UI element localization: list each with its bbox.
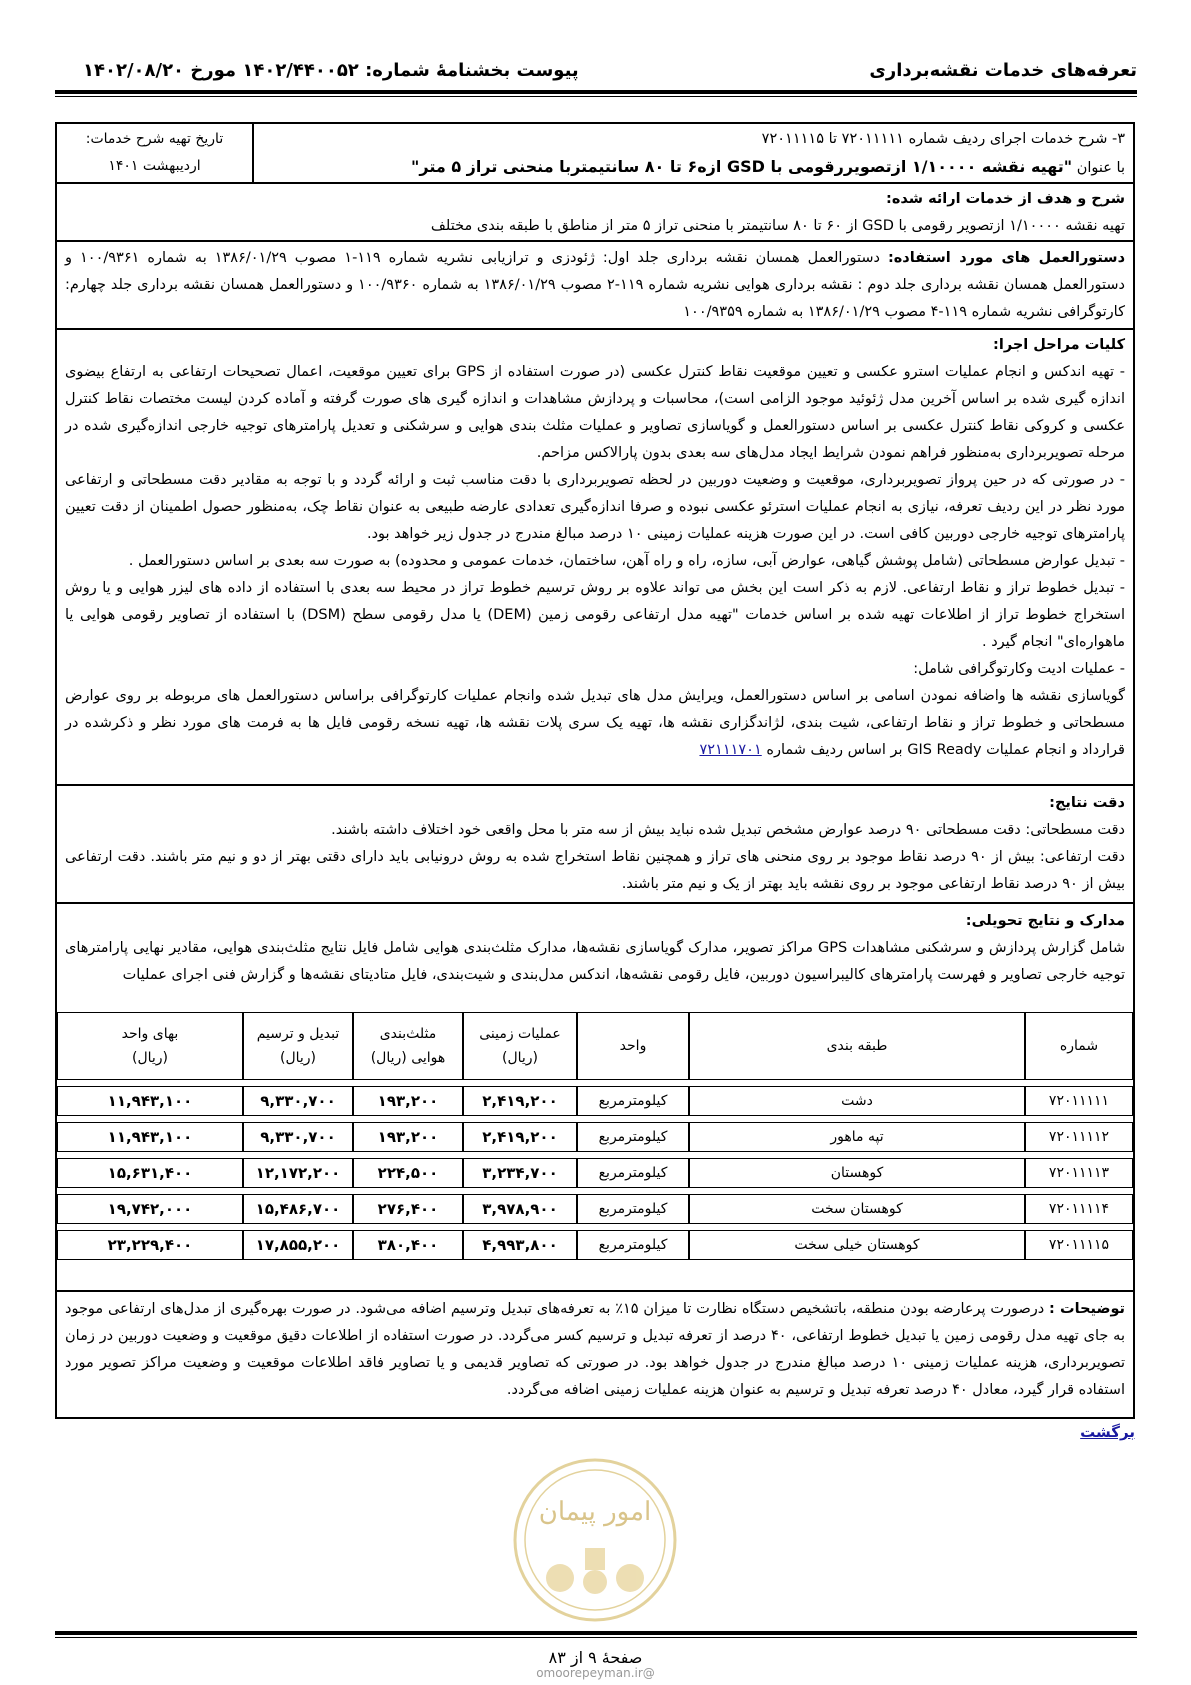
tariff-table [57,1012,1133,1260]
header-unit: واحد [577,1012,689,1080]
table-header-row [57,1012,1133,1080]
header-rule [55,90,1137,94]
table-row: ۷۲۰۱۱۱۱۵ کوهستان خیلی سخت کیلومترمربع ۴,۹۹۳,۸۰۰ ۳۸۰,۴۰۰ ۱۷,۸۵۵,۲۰۰ ۲۳,۲۲۹,۴۰۰ [57,1230,1133,1260]
header-number: شماره [1025,1012,1133,1080]
instructions-text: دستورالعمل های مورد استفاده: دستورالعمل همسان نقشه برداری جلد اول: ژئودزی و ترازیابی نشریه شماره ۱۱۹-۱ مصوب ۱۳۸۶/۰۱/۲۹ به شماره ۱۰۰/۹۳۶۱ و دستورالعمل همسان نقشه برداری جلد دوم : نقشه برداری هوایی نشریه شماره ۱۱۹-۲ مصوب ۱۳۸۶/۰۱/۲۹ به شماره ۱۰۰/۹۳۶۰ و دستورالعمل همسان نقشه برداری جلد چهارم: کارتوگرافی نشریه شماره ۱۱۹-۴ مصوب ۱۳۸۶/۰۱/۲۹ به شماره ۱۰۰/۹۳۵۹ [65,250,1126,320]
notes-section [57,1290,1133,1417]
deliverables-heading: مدارک و نتایج تحویلی: [965,913,1125,929]
service-name: با عنوان "تهیه نقشه ۱/۱۰۰۰۰ ازتصویررقومی با GSD ازه۶ تا ۸۰ سانتیمتربا منحنی تراز ۵ متر" [411,157,1125,176]
accuracy-section [57,786,1133,904]
watermark-seal [490,1450,700,1630]
steps-paragraph: - در صورتی که در حین پرواز تصویربرداری، موقعیت و وضعیت دوربین در لحظه تصویربرداری با دقت مناسب ثبت و ارائه گردد و با توجه به مقادیر دقت مسطحاتی و ارتفاعی مورد نظر در این ردیف تعرفه، نیازی به انجام عملیات استرئو عکسی نبوده و صرفا اندازه‌گیری تعدادی عارضه طبیعی به عنوان نقاط چک، به‌منظور حصول اطمینان از دقت تعیین پارامترهای توجیه خارجی دوربین کافی است. در این صورت هزینه عملیات زمینی ۱۰ درصد مبالغ مندرج در جدول زیر خواهد بود. [65,472,1125,542]
service-title-row [57,124,1133,184]
table-row: ۷۲۰۱۱۱۱۳ کوهستان کیلومترمربع ۳,۲۳۴,۷۰۰ ۲۲۴,۵۰۰ ۱۲,۱۷۲,۲۰۰ ۱۵,۶۳۱,۴۰۰ [57,1158,1133,1188]
table-row: ۷۲۰۱۱۱۱۴ کوهستان سخت کیلومترمربع ۳,۹۷۸,۹۰۰ ۲۷۶,۴۰۰ ۱۵,۴۸۶,۷۰۰ ۱۹,۷۴۲,۰۰۰ [57,1194,1133,1224]
footer-rule [55,1631,1137,1635]
document-title: تعرفه‌های خدمات نقشه‌برداری [869,60,1137,81]
page-number: صفحهٔ ۹ از ۸۳ [548,1648,643,1667]
row-reference-link[interactable]: ۷۲۱۱۱۷۰۱ [699,742,762,758]
deliverables-text: شامل گزارش پردازش و سرشکنی مشاهدات GPS مراکز تصویر، مدارک گویاسازی نقشه‌ها، مدارک مثلث‌بندی هوایی شامل فایل نتایج مثلث‌بندی هوایی، مقادیر نهایی پارامترهای توجیه خارجی تصاویر و فهرست پارامترهای کالیبراسیون دوربین، فایل رقومی نقشه‌ها، اندکس مدل‌بندی و شیت‌بندی، فایل متادیتای نقشه‌ها و گزارش فنی اجرای عملیات [65,940,1126,983]
accuracy-planimetric: دقت مسطحاتی: دقت مسطحاتی ۹۰ درصد عوارض مشخص تبدیل شده نباید بیش از سه متر با محل واقعی خود اختلاف داشته باشند. [331,822,1125,838]
accuracy-height: دقت ارتفاعی: بیش از ۹۰ درصد نقاط موجود بر روی منحنی های تراز و همچنین نقاط استخراج شده به روش درونیابی باید دارای دقتی بهتر از دو و نیم متر باشند. دقت ارتفاعی بیش از ۹۰ درصد نقاط ارتفاعی موجود بر روی نقشه باید بهتر از یک و نیم متر باشند. [65,849,1125,892]
back-link[interactable]: برگشت [1080,1423,1135,1441]
service-frame [55,122,1135,1419]
header-category: طبقه بندی [689,1012,1025,1080]
table-row: ۷۲۰۱۱۱۱۱ دشت کیلومترمربع ۲,۴۱۹,۲۰۰ ۱۹۳,۲۰۰ ۹,۳۳۰,۷۰۰ ۱۱,۹۴۳,۱۰۰ [57,1086,1133,1116]
steps-paragraph: - عملیات ادیت وکارتوگرافی شامل: [913,661,1125,677]
steps-paragraph: - تبدیل خطوط تراز و نقاط ارتفاعی. لازم به ذکر است این بخش می تواند علاوه بر روش ترسیم خطوط تراز در محیط سه بعدی با استفاده از داده های لیزر هوایی و یا روش استخراج خطوط تراز از اطلاعات تهیه شده بر اساس خدمات "تهیه مدل ارتفاعی رقومی زمین (DEM) یا مدل رقومی سطح (DSM) با استفاده از تصاویر رقومی هوایی یا ماهواره‌ای" انجام گیرد . [65,580,1125,650]
header-unit-price: بهای واحد (ریال) [57,1012,243,1080]
service-title [256,124,1133,184]
table-row: ۷۲۰۱۱۱۱۲ تپه ماهور کیلومترمربع ۲,۴۱۹,۲۰۰ ۱۹۳,۲۰۰ ۹,۳۳۰,۷۰۰ ۱۱,۹۴۳,۱۰۰ [57,1122,1133,1152]
steps-paragraph: - تبدیل عوارض مسطحاتی (شامل پوشش گیاهی، عوارض آبی، سازه، راه و راه آهن، ساختمان، خدمات عمومی و محدوده) به صورت سه بعدی بر اساس دستورالعمل . [128,553,1125,569]
circular-reference: پیوست بخشنامهٔ شماره: ۱۴۰۲/۴۴۰۰۵۲ مورخ ۱۴۰۲/۰۸/۲۰ [83,60,579,81]
header-rule-thin [55,96,1137,97]
service-range: ۳- شرح خدمات اجرای ردیف شماره ۷۲۰۱۱۱۱۱ تا ۷۲۰۱۱۱۱۵ [761,131,1125,147]
header-triangulation: مثلث‌بندی هوایی (ریال) [353,1012,463,1080]
deliverables-section [57,904,1133,1012]
notes-text: توضیحات : درصورت پرعارضه بودن منطقه، باتشخیص دستگاه نظارت تا میزان ۱۵٪ به تعرفه‌های تبدیل وترسیم اضافه می‌شود. در صورت بهره‌گیری از مدل‌های ارتفاعی موجود به جای تهیه مدل رقومی زمین یا تبدیل خطوط ارتفاعی، ۴۰ درصد از تعرفه تبدیل و ترسیم کسر می‌گردد. در صورت استفاده از اطلاعات دقیق موقعیت و وضعیت دوربین در زمان تصویربرداری، هزینه عملیات زمینی ۱۰ درصد مبالغ مندرج در جدول خواهد بود. در صورتی که تصاویر قدیمی و یا تصاویر فاقد اطلاعات موقعیت و وضعیت مراکز تصویر مورد استفاده قرار گیرد، معادل ۴۰ درصد تعرفه تبدیل و ترسیم به عنوان هزینه عملیات زمینی اضافه می‌گردد. [65,1301,1126,1398]
page-header [55,58,1137,88]
goal-text: تهیه نقشه ۱/۱۰۰۰۰ ازتصویر رقومی با GSD از ۶۰ تا ۸۰ سانتیمتر با منحنی تراز ۵ متر از مناطق با طبقه بندی مختلف [430,218,1125,234]
svg-text:امور پیمان: امور پیمان [538,1497,652,1527]
accuracy-heading: دقت نتایج: [1049,795,1125,811]
header-ground: عملیات زمینی (ریال) [463,1012,577,1080]
instructions-section [57,242,1133,330]
steps-section [57,330,1133,786]
site-watermark: @omoorepeyman.ir [536,1666,655,1680]
service-date: تاریخ تهیه شرح خدمات: اردیبهشت ۱۴۰۱ [57,124,254,184]
footer-rule-thin [55,1637,1137,1638]
steps-paragraph: گویاسازی نقشه ها واضافه نمودن اسامی بر اساس دستورالعمل، ویرایش مدل های تبدیل شده وانجام عملیات کارتوگرافی براساس دستورالعمل های مربوطه بر روی عوارض مسطحاتی و خطوط تراز و نقاط ارتفاعی، شیت بندی، لژاندگزاری نقشه ها، تهیه یک سری پلات نقشه ها، تهیه نسخه رقومی فایل ها به فرمت های مورد نظر و ذکرشده در قرارداد و انجام عملیات GIS Ready بر اساس ردیف شماره ۷۲۱۱۱۷۰۱ [65,688,1125,758]
goal-heading: شرح و هدف از خدمات ارائه شده: [886,191,1125,207]
header-conversion: تبدیل و ترسیم (ریال) [243,1012,353,1080]
goal-section [57,184,1133,242]
steps-paragraph: - تهیه اندکس و انجام عملیات استرو عکسی و تعیین موقعیت نقاط کنترل عکسی (در صورت استفاده از GPS برای تعیین موقعیت، اعمال تصحیحات ارتفاعی به ارتفاع بیضوی اندازه گیری شده بر اساس آخرین مدل ژئوئید موجود الزامی است)، محاسبات و پردازش مشاهدات و اندازه گیری های صورت گرفته و آماده کردن لیست مختصات نقاط کنترل عکسی و کروکی نقاط کنترل عکسی بر اساس دستورالعمل و گویاسازی تصاویر و عملیات مثلث بندی هوایی و سرشکنی و تعدیل پارامترهای توجیه خارجی اندازه‌گیری شده در مرحله تصویربرداری به‌منظور فراهم نمودن شرایط ایجاد مدل‌های سه بعدی بدون پارالاکس مزاحم. [65,364,1125,461]
steps-heading: کلیات مراحل اجرا: [993,337,1125,353]
